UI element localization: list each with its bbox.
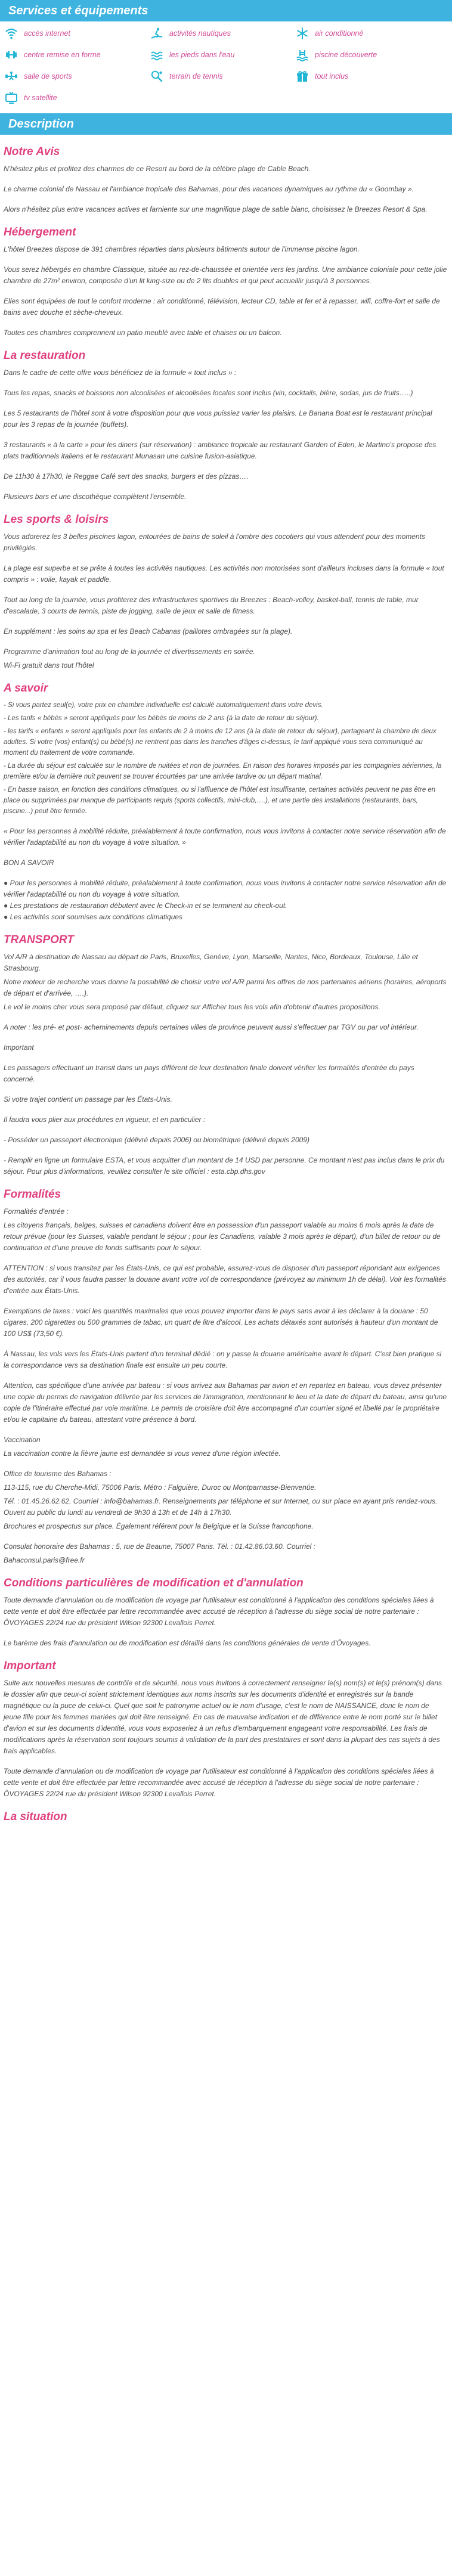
paragraph: Attention, cas spécifique d'une arrivée par bateau : si vous arrivez aux Bahamas par avion et en repartez en bateau, vous devez présenter une copie du permis de navigation délivrée par les services de l'immigration, mentionnant le lieu et la date de départ du bateau, ainsi qu'une copie de l'itinéraire effectué par voie maritime. Le permis de croisière doit être accompagné d'un courrier signé et libellé par le propriétaire et/ou le capitaine du bateau, attestant votre présence à bord. [4, 1381, 447, 1424]
paragraph: Brochures et prospectus sur place. Également référent pour la Belgique et la Suisse francophone. [4, 1522, 314, 1530]
gym-icon [5, 70, 18, 83]
amenity-label: salle de sports [24, 72, 72, 80]
amenity-gym [5, 68, 145, 85]
paragraph: Programme d'animation tout au long de la journée et divertissements en soirée. [4, 647, 255, 656]
a-savoir-heading: A savoir [4, 682, 48, 695]
paragraph: Plusieurs bars et une discothèque complètent l'ensemble. [4, 492, 187, 501]
paragraph: Les 5 restaurants de l'hôtel sont à votre disposition pour que vous puissiez varier les plaisirs. Le Banana Boat est le restaurant principal pour les 3 repas de la journée (buffets). [4, 409, 432, 429]
sports-heading: Les sports & loisirs [4, 513, 109, 526]
bon-a-savoir-list [4, 878, 447, 923]
important-heading: Important [4, 1660, 56, 1672]
paragraph: Notre moteur de recherche vous donne la possibilité de choisir votre vol A/R parmi les offres de nos partenaires aériens (horaires, aéroports de départ et d'arrivée, ….). [4, 978, 447, 997]
list-item: ● Les prestations de restauration débutent avec le Check-in et se terminent au check-out. [4, 901, 287, 910]
paragraph: Vous adorerez les 3 belles piscines lagon, entourées de bains de soleil à l'ombre des cocotiers qui vous attendent pour des moments privilégiés. [4, 532, 425, 552]
paragraph: Consulat honoraire des Bahamas : 5, rue de Beaune, 75007 Paris. Tél. : 01.42.86.03.60. Courriel : [4, 1542, 315, 1551]
amenity-internet [5, 25, 145, 42]
paragraph: Tél. : 01.45.26.62.62. Courriel : info@bahamas.fr. Renseignements par téléphone et sur Internet, ou sur place en ayant pris rendez-vous. Ouvert au public du lundi au vendredi de 9h30 à 13h et de 14h à 17h30. [4, 1497, 438, 1517]
amenity-nautical [150, 25, 291, 42]
paragraph: Si votre trajet contient un passage par les États-Unis. [4, 1095, 172, 1103]
restauration-heading: La restauration [4, 349, 86, 362]
description-content [0, 145, 452, 1824]
description-section-bar [0, 113, 452, 135]
amenity-label: centre remise en forme [24, 51, 101, 59]
paragraph: Formalités d'entrée : [4, 1207, 69, 1216]
paragraph: - La durée du séjour est calculée sur le nombre de nuitées et non de journées. En raison des horaires imposés par les compagnies aériennes, la première et/ou la dernière nuit peuvent se trouver écourtées par une arrivée tardive ou un départ matinal. [4, 762, 442, 780]
paragraph: « Pour les personnes à mobilité réduite, préalablement à toute confirmation, nous vous invitons à contacter notre service réservation afin de vérifier l'adaptabilité au non du voyage à votre situation. » [4, 827, 446, 847]
amenity-beachfront [150, 47, 291, 63]
paragraph: Les passagers effectuant un transit dans un pays différent de leur destination finale doivent vérifier les formalités d'entrée du pays concerné. [4, 1064, 414, 1083]
paragraph: Tout au long de la journée, vous profiterez des infrastructures sportives du Breezes : Beach-volley, basket-ball, tennis de table, mur d'escalade, 3 courts de tennis, piste de jogging, salle de jeux et salle de fitness. [4, 596, 419, 615]
amenity-aircon [296, 25, 436, 42]
paragraph: Le barème des frais d'annulation ou de modification est détaillé dans les conditions générales de vente d'Ôvoyages. [4, 1639, 371, 1647]
paragraph: Le charme colonial de Nassau et l'ambiance tropicale des Bahamas, pour des vacances dynamiques au rythme du « Goombay ». [4, 185, 414, 193]
paragraph: 3 restaurants « à la carte » pour les diners (sur réservation) : ambiance tropicale au restaurant Garden of Eden, le Martino's propose des plats traditionnels italiens et le restaurant Munasan une cuisine fusion-asiatique. [4, 441, 436, 460]
formalites-heading: Formalités [4, 1188, 61, 1201]
amenity-fitness [5, 47, 145, 63]
paragraph: Elles sont équipées de tout le confort moderne : air conditionné, télévision, lecteur CD, table et fer et à repasser, wifi, coffre-fort et salle de bains avec douche et sèche-cheveux. [4, 297, 440, 317]
paragraph: Vaccination [4, 1436, 41, 1444]
amenity-label: tv satellite [24, 94, 57, 102]
description-section-title: Description [8, 117, 75, 131]
list-item: ● Les activités sont soumises aux conditions climatiques [4, 913, 183, 921]
paragraph: Exemptions de taxes : voici les quantités maximales que vous pouvez importer dans le pays sans avoir à les déclarer à la douane : 50 cigares, 200 cigarettes ou 500 grammes de tabac, un quart de litre d'alcool. Les achats détaxés sont autorisés à hauteur d'un montant de 100 US$ (73,50 €). [4, 1307, 438, 1338]
amenity-label: terrain de tennis [169, 72, 223, 80]
amenity-all-inclusive [296, 68, 436, 85]
paragraph: A noter : les pré- et post- acheminements depuis certaines villes de province peuvent aussi s'effectuer par TGV ou par vol intérieur. [4, 1023, 419, 1031]
dumbbell-icon [5, 48, 18, 61]
list-item: ● Pour les personnes à mobilité réduite, préalablement à toute confirmation, nous vous invitons à contacter notre service réservation afin de vérifier l'adaptabilité ou non du voyage à votre situation. [4, 879, 447, 898]
pool-icon [296, 48, 309, 61]
paragraph: En supplément : les soins au spa et les Beach Cabanas (paillotes ombragées sur la plage). [4, 627, 293, 636]
paragraph: La vaccination contre la fièvre jaune est demandée si vous venez d'une région infectée. [4, 1449, 281, 1458]
paragraph: ATTENTION : si vous transitez par les États-Unis, ce qui est probable, assurez-vous de disposer d'un passeport répondant aux exigences des autorités, car il vous faudra passer la douane avant votre vol de correspondance (prévoyez au minimum 1h de délai). Voir les formalités d'entrée aux États-Unis. [4, 1264, 446, 1295]
notre-avis-heading: Notre Avis [4, 145, 60, 158]
paragraph: Tous les repas, snacks et boissons non alcoolisées et alcoolisées locales sont inclus (vin, cocktails, bière, sodas, jus de fruits…..) [4, 389, 413, 397]
amenity-tennis [150, 68, 291, 85]
paragraph: Le vol le moins cher vous sera proposé par défaut, cliquez sur Afficher tous les vols afin d'obtenir d'autres propositions. [4, 1003, 380, 1011]
paragraph: L'hôtel Breezes dispose de 391 chambres réparties dans plusieurs bâtiments autour de l'immense piscine lagon. [4, 245, 360, 253]
amenity-label: tout inclus [315, 72, 349, 80]
paragraph: Vous serez hébergés en chambre Classique, située au rez-de-chaussée et orientée vers les jardins. Une ambiance coloniale pour cette jolie chambre de 27m² environ, composée d'un lit king-size ou de 2 lits doubles et qui peut accueillir jusqu'à 3 personnes. [4, 265, 447, 285]
paragraph: - Si vous partez seul(e), votre prix en chambre individuelle est calculé automatiquement dans votre devis. [4, 702, 323, 709]
paragraph: - Les tarifs « bébés » seront appliqués pour les bébés de moins de 2 ans (à la date de retour du séjour). [4, 715, 319, 722]
paragraph: Important [4, 1043, 34, 1052]
amenities-grid [0, 21, 452, 110]
tennis-icon [150, 70, 163, 83]
paragraph: Dans le cadre de cette offre vous bénéficiez de la formule « tout inclus » : [4, 368, 237, 377]
paragraph: Toutes ces chambres comprennent un patio meublé avec table et chaises ou un balcon. [4, 328, 282, 337]
paragraph: Alors n'hésitez plus entre vacances actives et farniente sur une magnifique plage de sable blanc, choisissez le Breezes Resort & Spa. [4, 205, 428, 213]
paragraph: Office de tourisme des Bahamas : [4, 1470, 112, 1478]
paragraph: - Remplir en ligne un formulaire ESTA, et vous acquitter d'un montant de 14 USD par personne. Ce montant n'est pas inclus dans le prix du séjour. Pour plus d'informations, veuillez consulter le site officiel : esta.cbp.dhs.gov [4, 1156, 445, 1176]
paragraph: La plage est superbe et se prête à toutes les activités nautiques. Les activités non motorisées sont d'ailleurs incluses dans la formule « tout compris » : voile, kayak et paddle. [4, 564, 444, 584]
paragraph: De 11h30 à 17h30, le Reggae Café sert des snacks, burgers et des pizzas…. [4, 472, 249, 481]
amenity-label: activités nautiques [169, 29, 231, 38]
paragraph: Toute demande d'annulation ou de modification de voyage par l'utilisateur est conditionné à l'application des conditions spéciales liées à cette vente et doit être effectuée par lettre recommandée avec accusé de réception à l'adresse du siège social de notre partenaire : ÔVOYAGES 22/24 rue du président Wilson 92300 Levallois Perret. [4, 1767, 434, 1798]
transport-heading: TRANSPORT [4, 934, 74, 946]
paragraph: Suite aux nouvelles mesures de contrôle et de sécurité, nous vous invitons à correctement renseigner le(s) nom(s) et le(s) prénom(s) dans le dossier afin que ceux-ci soient strictement identiques aux noms inscrits sur les documents d'identité et enregistrés sur la bande magnétique ou la puce de celui-ci. Quel que soit le patronyme actuel ou le nom d'usage, c'est le nom de NAISSANCE, donc le nom de jeune fille pour les femmes mariées qui doit être renseigné. En cas de mauvaise indication et de différence entre le nom porté sur le billet d'avion et sur les documents d'identité, vous vous exposeriez à un refus d'embarquement engageant votre responsabilité. Les frais de modifications après la réservation sont toujours soumis à validation de la part des prestataires et sont dans la plupart des cas sujets à des frais applicables. [4, 1679, 442, 1755]
amenity-label: air conditionné [315, 29, 364, 38]
amenity-satellite-tv [5, 89, 145, 106]
amenity-pool [296, 47, 436, 63]
wifi-icon [5, 27, 18, 40]
paragraph: Il faudra vous plier aux procédures en vigueur, et en particulier : [4, 1115, 206, 1124]
snowflake-icon [296, 27, 309, 40]
amenities-section-bar [0, 0, 452, 21]
paragraph: - En basse saison, en fonction des conditions climatiques, ou si l'affluence de l'hôtel est insuffisante, certaines activités peuvent ne pas être en place ou supprimées par manque de participants requis (sports collectifs, mini-club,….), et une partie des installations (restaurants, bars, piscine...) peut être fermée. [4, 786, 436, 815]
situation-heading: La situation [4, 1811, 67, 1823]
paragraph: Wi-Fi gratuit dans tout l'hôtel [4, 661, 94, 669]
waves-icon [150, 48, 163, 61]
paragraph: - Posséder un passeport électronique (délivré depuis 2006) ou biométrique (délivré depuis 2009) [4, 1136, 309, 1144]
paragraph: Les citoyens français, belges, suisses et canadiens doivent être en possession d'un passeport valable au moins 6 mois après la date de retour prévue (pour les Suisses, valable pendant le séjour ; pour les Canadiens, valable 3 mois après le départ), d'un billet de retour ou de continuation et d'une preuve de fonds suffisants pour le séjour. [4, 1221, 441, 1252]
amenities-section-title: Services et équipements [8, 4, 148, 17]
amenity-label: accès internet [24, 29, 70, 38]
paragraph: Bahaconsul.paris@free.fr [4, 1556, 85, 1564]
paragraph: Vol A/R à destination de Nassau au départ de Paris, Bruxelles, Genève, Lyon, Marseille, Nantes, Nice, Bordeaux, Toulouse, Lille et Strasbourg. [4, 953, 418, 972]
surf-icon [150, 27, 163, 40]
paragraph: - les tarifs « enfants » seront appliqués pour les enfants de 2 à moins de 12 ans (à la date de retour du séjour), partageant la chambre de deux adultes. Si votre (vos) enfant(s) ou bébé(s) ne rentrent pas dans les tranches d'âges ci-dessus, le tarif appliqué vous sera communiqué au moment du traitement de votre commande. [4, 728, 436, 757]
tv-icon [5, 91, 18, 104]
amenity-label: piscine découverte [315, 51, 377, 59]
paragraph: Toute demande d'annulation ou de modification de voyage par l'utilisateur est conditionné à l'application des conditions spéciales liées à cette vente et doit être effectuée par lettre recommandée avec accusé de réception à l'adresse du siège social de notre partenaire : ÔVOYAGES 22/24 rue du président Wilson 92300 Levallois Perret. [4, 1596, 434, 1627]
paragraph: N'hésitez plus et profitez des charmes de ce Resort au bord de la célèbre plage de Cable Beach. [4, 165, 311, 173]
bon-a-savoir-label: BON A SAVOIR [4, 858, 54, 867]
conditions-heading: Conditions particulières de modification et d'annulation [4, 1577, 304, 1589]
paragraph: 113-115, rue du Cherche-Midi, 75006 Paris. Métro : Falguière, Duroc ou Montparnasse-Bienvenüe. [4, 1483, 317, 1492]
gift-icon [296, 70, 309, 83]
paragraph: À Nassau, les vols vers les États-Unis partent d'un terminal dédié : on y passe la douane américaine avant le départ. C'est bien pratique si la correspondance vers sa destination finale est ensuite un peu courte. [4, 1350, 442, 1369]
hebergement-heading: Hébergement [4, 226, 76, 238]
amenity-label: les pieds dans l'eau [169, 51, 235, 59]
